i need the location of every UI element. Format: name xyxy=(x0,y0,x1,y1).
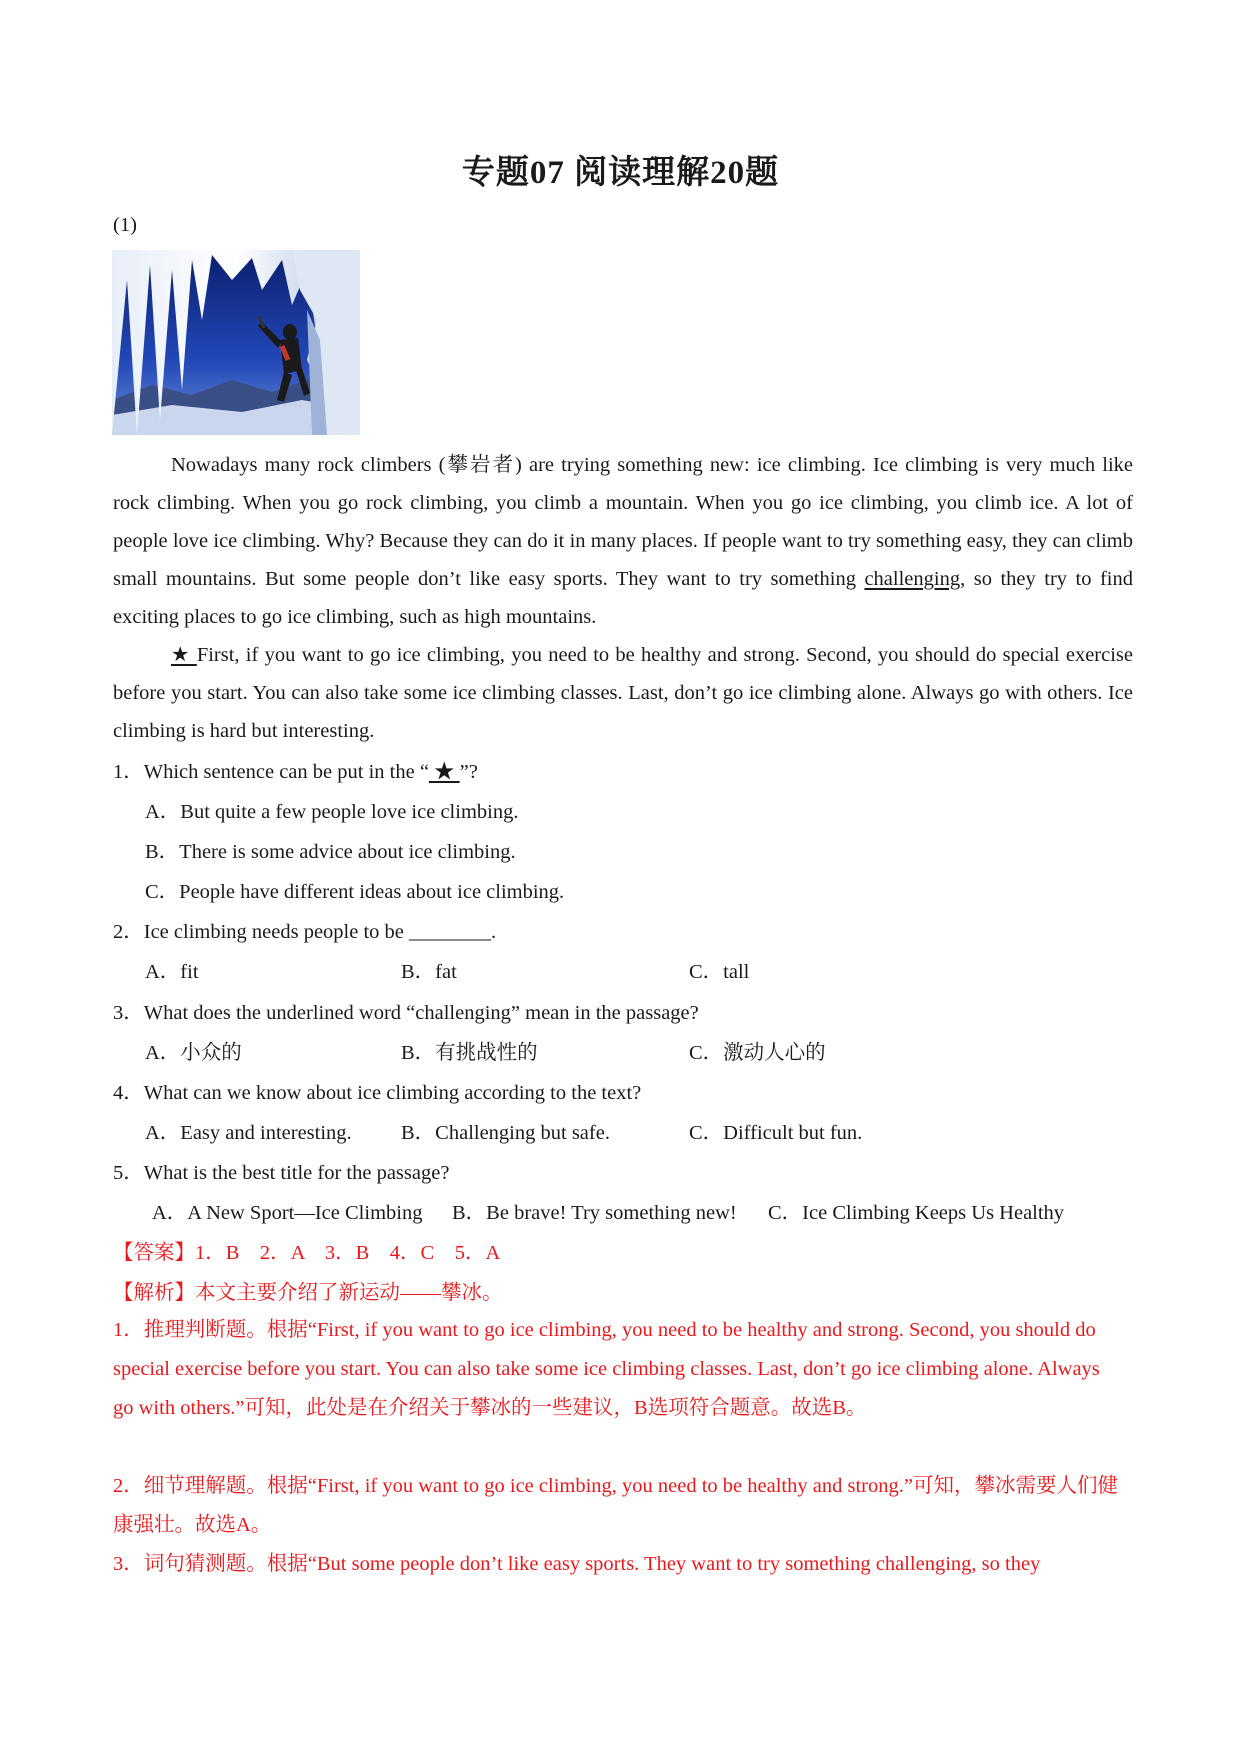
analysis-item-2: 2．细节理解题。根据“First, if you want to go ice climbing, you need to be healthy and strong.”可知，攀冰需要人们健康强壮。故选A。 xyxy=(113,1475,1118,1536)
question-3-stem: 3．What does the underlined word “challenging” mean in the passage? xyxy=(113,1002,699,1024)
question-2-stem: 2．Ice climbing needs people to be ________. xyxy=(113,921,497,943)
question-5-option-a: A．A New Sport—Ice Climbing xyxy=(152,1202,423,1224)
question-5-stem: 5．What is the best title for the passage? xyxy=(113,1162,450,1184)
question-4-option-b: B．Challenging but safe. xyxy=(401,1122,610,1144)
analysis-item-1: 1．推理判断题。根据“First, if you want to go ice climbing, you need to be healthy and strong. Second, you should do special exercise before you start. You can also take some ice climbing classes. Last, don’t go ice climbing alone. Always go with others.”可知，此处是在介绍关于攀冰的一些建议，B选项符合题意。故选B。 xyxy=(113,1319,1100,1419)
analysis-item-3: 3．词句猜测题。根据“But some people don’t like easy sports. They want to try something challenging, so they xyxy=(113,1553,1041,1575)
star-blank: ★ xyxy=(171,644,197,666)
analysis-intro: 【解析】本文主要介绍了新运动——攀冰。 xyxy=(113,1282,503,1304)
question-4-option-c: C．Difficult but fun. xyxy=(689,1122,863,1144)
question-4-option-a: A．Easy and interesting. xyxy=(145,1122,352,1144)
question-1-option-c: C．People have different ideas about ice climbing. xyxy=(145,881,565,903)
question-2-option-a: A．fit xyxy=(145,961,199,983)
passage-paragraph-1: Nowadays many rock climbers (攀岩者) are trying something new: ice climbing. Ice climbing is very much like rock climbing. When you go rock climbing, you climb a mountain. When you go ice climbing, you climb ice. A lot of people love ice climbing. Why? Because they can do it in many places. If people want to try something easy, they can climb small mountains. But some people don’t like easy sports. They want to try something challenging, so they try to find exciting places to go ice climbing, such as high mountains. xyxy=(113,454,1134,628)
question-3-option-c: C．激动人心的 xyxy=(689,1042,826,1064)
question-3-option-b: B．有挑战性的 xyxy=(401,1042,538,1064)
question-1-option-b: B．There is some advice about ice climbing. xyxy=(145,841,516,863)
passage-paragraph-2: ★ First, if you want to go ice climbing, you need to be healthy and strong. Second, you should do special exercise before you start. You can also take some ice climbing classes. Last, don’t go ice climbing alone. Always go with others. Ice climbing is hard but interesting. xyxy=(113,644,1133,742)
question-5-option-c: C．Ice Climbing Keeps Us Healthy xyxy=(768,1202,1065,1224)
question-1-stem: 1．Which sentence can be put in the “ ★ ”? xyxy=(113,761,478,783)
answer-key: 【答案】1．B 2．A 3．B 4．C 5．A xyxy=(113,1242,501,1264)
ice-climbing-photo xyxy=(112,250,360,435)
page-title: 专题07 阅读理解20题 xyxy=(461,155,780,191)
question-1-option-a: A．But quite a few people love ice climbing. xyxy=(145,801,519,823)
question-4-stem: 4．What can we know about ice climbing according to the text? xyxy=(113,1082,642,1104)
question-2-option-c: C．tall xyxy=(689,961,750,983)
underlined-word: challenging xyxy=(864,568,961,590)
section-label: (1) xyxy=(113,214,137,236)
question-5-option-b: B．Be brave! Try something new! xyxy=(452,1202,737,1224)
question-3-option-a: A．小众的 xyxy=(145,1042,242,1064)
question-2-option-b: B．fat xyxy=(401,961,457,983)
